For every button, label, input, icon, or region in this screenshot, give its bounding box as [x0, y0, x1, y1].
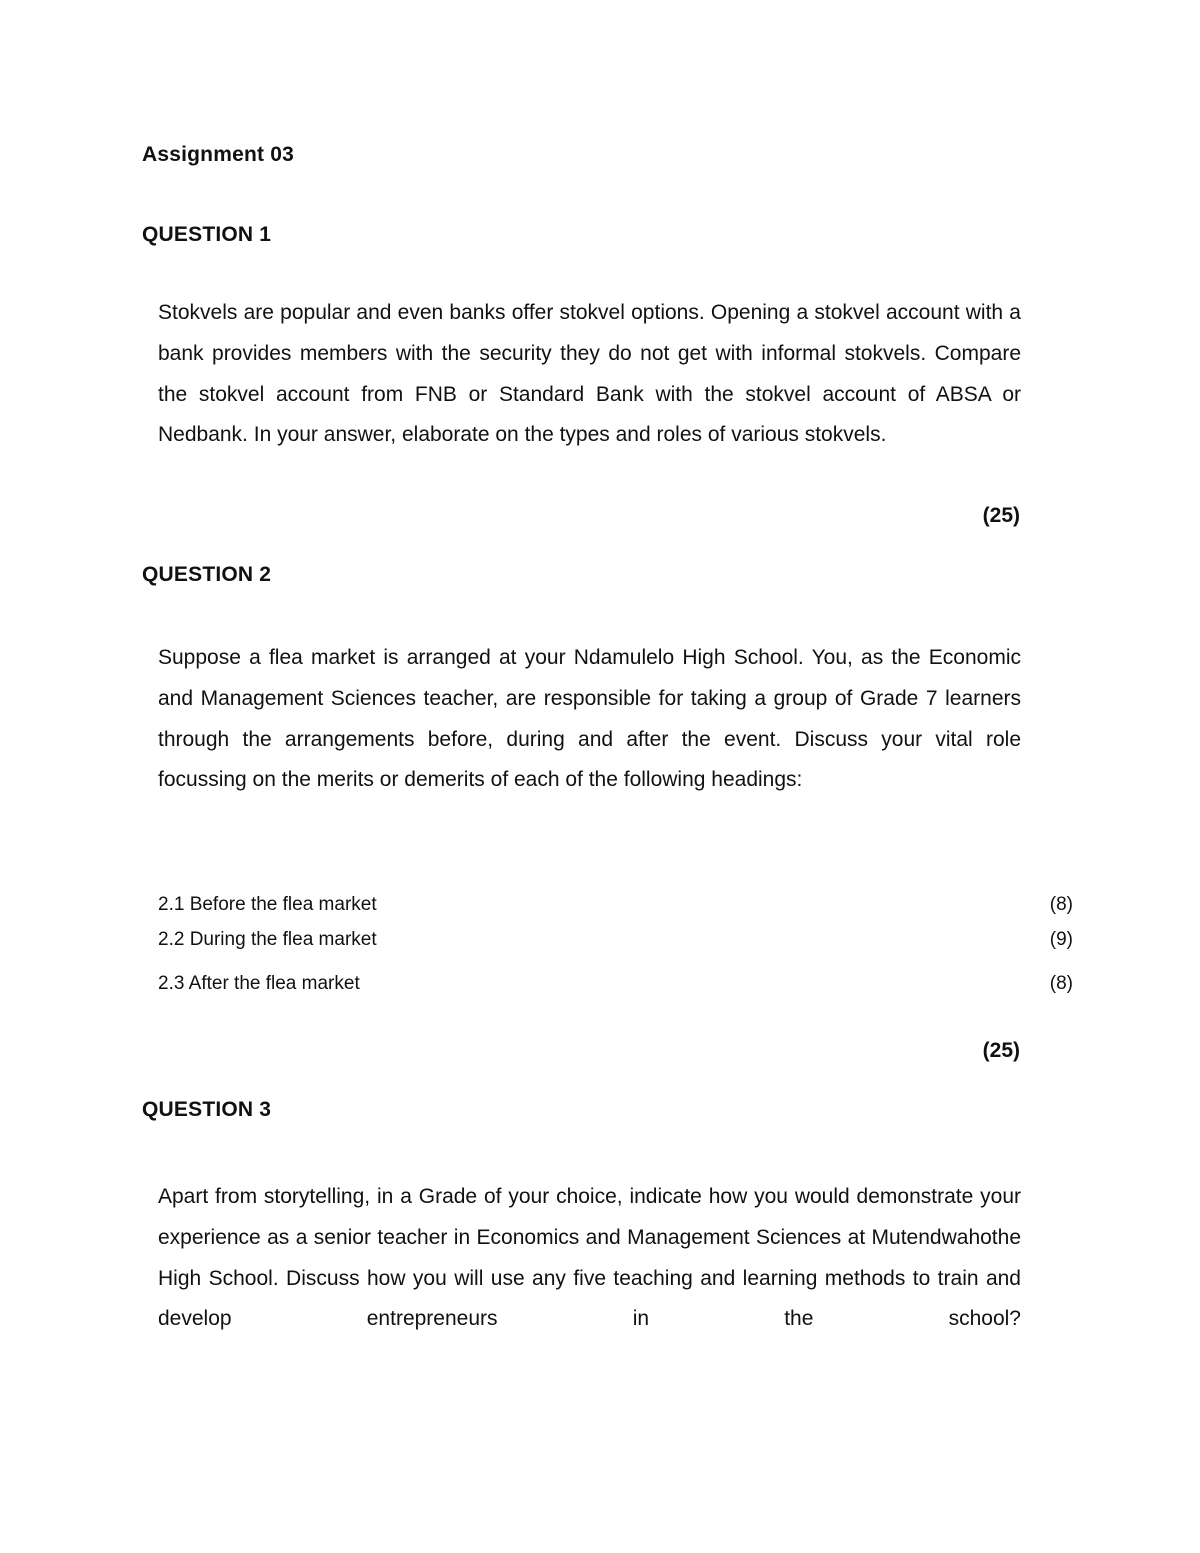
question-3-body: Apart from storytelling, in a Grade of your choice, indicate how you would demonstrate your experience as a senior teacher in Economics and Management Sciences at Mutendwahothe High School. Discuss how you will use any five teaching and learning methods to train and develop entrepreneurs in the school?	[158, 1185, 1021, 1331]
question-2-1-label: 2.1 Before the flea market	[158, 894, 377, 915]
question-3-heading: QUESTION 3	[142, 1098, 272, 1121]
question-1-heading: QUESTION 1	[142, 223, 272, 246]
question-2-body: Suppose a flea market is arranged at your Ndamulelo High School. You, as the Economic and Management Sciences teacher, are responsible for taking a group of Grade 7 learners through the arrangements before, during and after the event. Discuss your vital role focussing on the merits or demerits of each of the following headings:	[158, 646, 1021, 792]
question-2-2-marks: (9)	[1049, 929, 1073, 950]
question-2-total-marks: (25)	[982, 1039, 1020, 1062]
question-1-body: Stokvels are popular and even banks offer stokvel options. Opening a stokvel account with a bank provides members with the security they do not get with informal stokvels. Compare the stokvel account from FNB or Standard Bank with the stokvel account of ABSA or Nedbank. In your answer, elaborate on the types and roles of various stokvels.	[158, 301, 1021, 447]
assignment-title: Assignment 03	[142, 143, 294, 166]
question-2-3-marks: (8)	[1049, 973, 1073, 994]
question-2-heading: QUESTION 2	[142, 563, 272, 586]
question-2-2-label: 2.2 During the flea market	[158, 929, 377, 950]
question-2-1-marks: (8)	[1049, 894, 1073, 915]
question-2-3-label: 2.3 After the flea market	[158, 973, 360, 994]
question-1-total-marks: (25)	[982, 504, 1020, 527]
